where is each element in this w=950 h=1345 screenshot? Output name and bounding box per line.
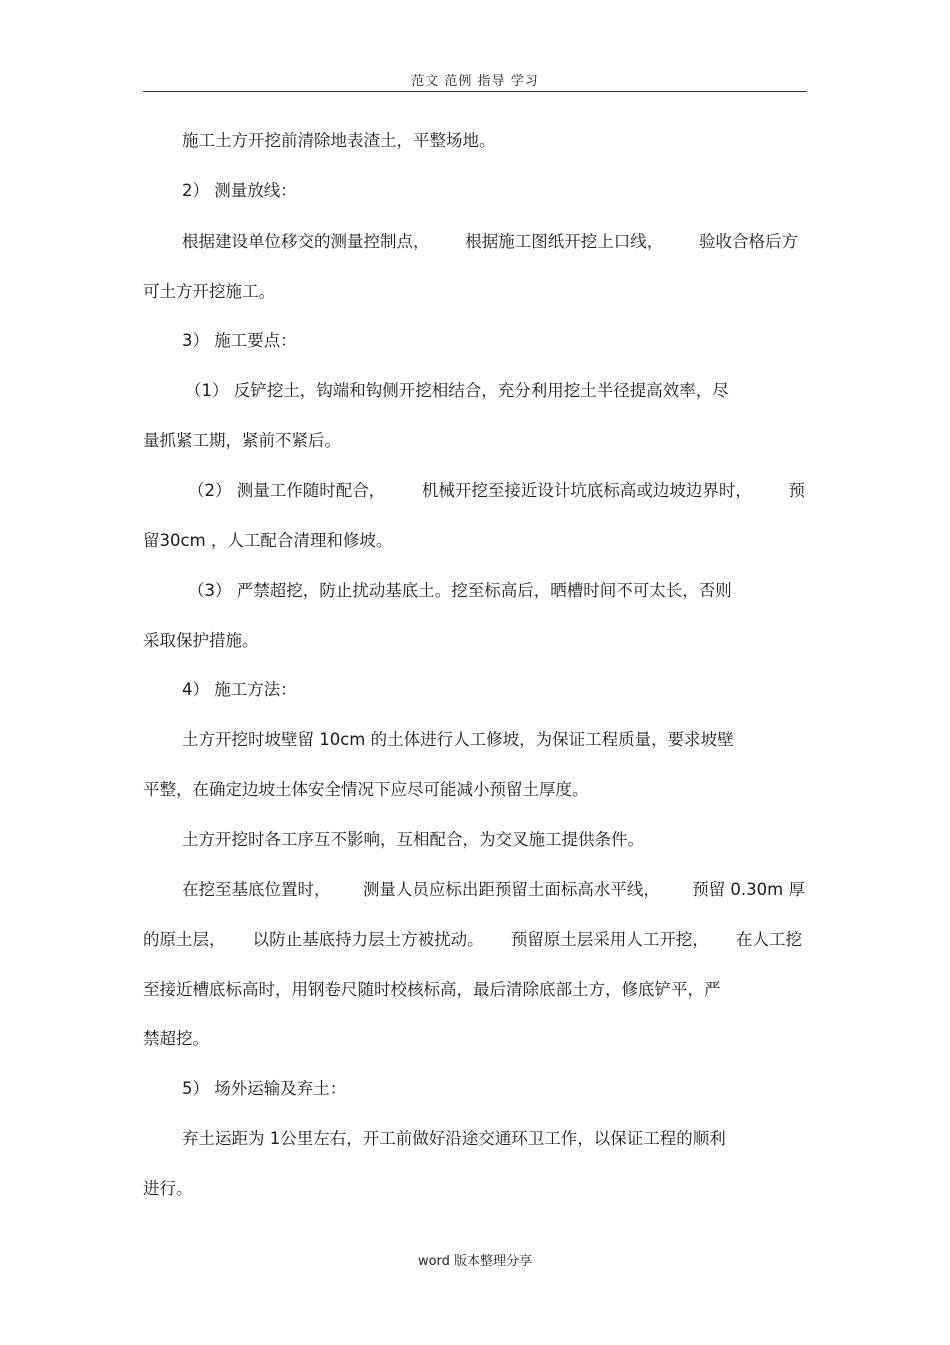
method-3-line-1 — [182, 879, 805, 901]
text-segment: 机械开挖至接近设计坑底标高或边坡边界时， — [421, 481, 752, 500]
item-2-line-1 — [188, 480, 805, 502]
heading-transport-disposal: 5） 场外运输及弃土： — [182, 1079, 347, 1098]
paragraph-survey-line-2: 可土方开挖施工。 — [143, 282, 275, 301]
text-segment: 以防止基底持力层土方被扰动。 — [252, 930, 484, 949]
text-segment: 根据建设单位移交的测量控制点， — [182, 232, 430, 251]
heading-construction-method: 4） 施工方法： — [182, 680, 297, 699]
text-segment: 预留原土层采用人工开挖， — [510, 930, 709, 949]
item-1-line-1: （1） 反铲挖土，钩端和钩侧开挖相结合，充分利用挖土半径提高效率，尽 — [185, 381, 729, 400]
transport-line-1: 弃土运距为 1公里左右，开工前做好沿途交通环卫工作，以保证工程的顺利 — [182, 1129, 726, 1148]
text-segment: （2） 测量工作随时配合， — [188, 481, 386, 500]
text-segment: 在人工挖 — [735, 930, 802, 949]
method-3-line-4: 禁超挖。 — [143, 1029, 209, 1048]
heading-survey-layout: 2） 测量放线： — [182, 181, 297, 200]
method-1-line-2: 平整，在确定边坡土体安全情况下应尽可能减小预留土厚度。 — [143, 780, 589, 799]
paragraph-survey-line-1 — [182, 231, 798, 253]
method-2: 土方开挖时各工序互不影响，互相配合，为交叉施工提供条件。 — [182, 830, 644, 849]
text-segment: 测量人员应标出距预留土面标高水平线， — [362, 880, 660, 899]
text-segment: 在挖至基底位置时， — [182, 880, 331, 899]
text-segment: 预留 0.30m 厚 — [692, 880, 805, 899]
page-header: 范文 范例 指导 学习 — [411, 74, 539, 89]
transport-line-2: 进行。 — [143, 1179, 193, 1198]
text-segment: 根据施工图纸开挖上口线， — [465, 232, 664, 251]
item-3-line-2: 采取保护措施。 — [143, 631, 259, 650]
method-3-line-2 — [143, 929, 802, 951]
text-segment: 预 — [788, 481, 805, 500]
paragraph-site-clearing: 施工土方开挖前清除地表渣土，平整场地。 — [182, 131, 496, 150]
text-segment: 验收合格后方 — [699, 232, 798, 251]
heading-construction-points: 3） 施工要点： — [182, 331, 297, 350]
text-segment: 的原土层， — [143, 930, 226, 949]
header-divider — [143, 91, 807, 92]
item-3-line-1: （3） 严禁超挖，防止扰动基底土。挖至标高后，晒槽时间不可太长，否则 — [188, 581, 732, 600]
item-1-line-2: 量抓紧工期，紧前不紧后。 — [143, 431, 341, 450]
item-2-line-2: 留30cm ，人工配合清理和修坡。 — [143, 531, 393, 550]
method-1-line-1: 土方开挖时坡壁留 10cm 的土体进行人工修坡，为保证工程质量，要求坡壁 — [182, 730, 734, 749]
page-footer: word 版本整理分享 — [417, 1254, 533, 1269]
method-3-line-3: 至接近槽底标高时，用钢卷尺随时校核标高，最后清除底部土方，修底铲平，严 — [143, 980, 721, 999]
